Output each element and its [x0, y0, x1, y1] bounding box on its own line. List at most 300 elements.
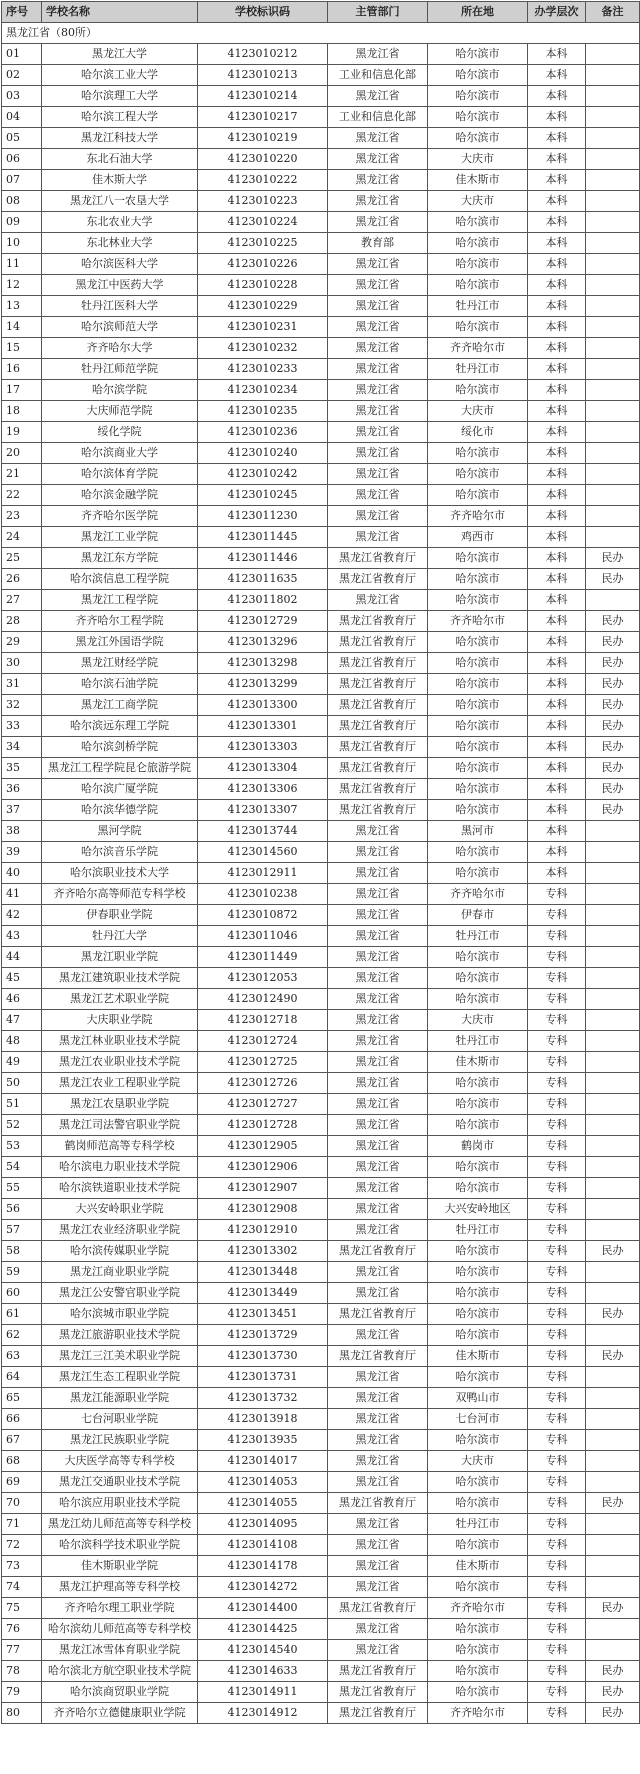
cell-note: 民办 — [586, 716, 640, 737]
cell-location: 哈尔滨市 — [428, 1577, 528, 1598]
cell-department: 黑龙江省教育厅 — [328, 548, 428, 569]
cell-location: 哈尔滨市 — [428, 464, 528, 485]
table-row — [2, 275, 640, 296]
cell-school-name: 黑龙江八一农垦大学 — [42, 191, 198, 212]
cell-index: 38 — [2, 821, 42, 842]
cell-school-code: 4123011446 — [198, 548, 328, 569]
cell-note — [586, 401, 640, 422]
cell-index: 05 — [2, 128, 42, 149]
cell-department: 黑龙江省 — [328, 1115, 428, 1136]
cell-location: 齐齐哈尔市 — [428, 1598, 528, 1619]
table-row — [2, 1283, 640, 1304]
cell-level: 本科 — [528, 359, 586, 380]
cell-level: 本科 — [528, 254, 586, 275]
cell-note — [586, 1367, 640, 1388]
cell-department: 黑龙江省 — [328, 338, 428, 359]
cell-note — [586, 464, 640, 485]
cell-school-name: 黑龙江旅游职业技术学院 — [42, 1325, 198, 1346]
cell-school-code: 4123010872 — [198, 905, 328, 926]
cell-department: 黑龙江省 — [328, 905, 428, 926]
cell-department: 黑龙江省 — [328, 506, 428, 527]
cell-level: 本科 — [528, 44, 586, 65]
table-row — [2, 1094, 640, 1115]
cell-location: 哈尔滨市 — [428, 716, 528, 737]
table-row — [2, 800, 640, 821]
cell-index: 59 — [2, 1262, 42, 1283]
table-row — [2, 401, 640, 422]
table-row — [2, 527, 640, 548]
cell-note — [586, 254, 640, 275]
cell-department: 黑龙江省 — [328, 44, 428, 65]
cell-school-code: 4123013298 — [198, 653, 328, 674]
header-department: 主管部门 — [328, 2, 428, 23]
cell-note: 民办 — [586, 653, 640, 674]
table-row — [2, 1640, 640, 1661]
cell-note — [586, 1556, 640, 1577]
cell-location: 哈尔滨市 — [428, 569, 528, 590]
cell-department: 黑龙江省 — [328, 1640, 428, 1661]
cell-level: 本科 — [528, 191, 586, 212]
cell-note — [586, 1052, 640, 1073]
cell-school-code: 4123012490 — [198, 989, 328, 1010]
cell-note — [586, 485, 640, 506]
cell-department: 黑龙江省 — [328, 296, 428, 317]
cell-school-code: 4123014560 — [198, 842, 328, 863]
cell-index: 72 — [2, 1535, 42, 1556]
table-row — [2, 1325, 640, 1346]
cell-location: 哈尔滨市 — [428, 737, 528, 758]
cell-note — [586, 884, 640, 905]
cell-department: 黑龙江省 — [328, 1052, 428, 1073]
cell-level: 本科 — [528, 485, 586, 506]
table-row — [2, 548, 640, 569]
cell-level: 本科 — [528, 338, 586, 359]
cell-note — [586, 422, 640, 443]
cell-school-name: 黑龙江幼儿师范高等专科学校 — [42, 1514, 198, 1535]
cell-location: 齐齐哈尔市 — [428, 338, 528, 359]
cell-index: 58 — [2, 1241, 42, 1262]
cell-note — [586, 317, 640, 338]
cell-level: 专科 — [528, 926, 586, 947]
cell-school-name: 哈尔滨理工大学 — [42, 86, 198, 107]
cell-school-name: 鹤岗师范高等专科学校 — [42, 1136, 198, 1157]
cell-level: 专科 — [528, 1325, 586, 1346]
table-body — [2, 23, 640, 1724]
table-row — [2, 842, 640, 863]
table-row — [2, 989, 640, 1010]
table-row — [2, 821, 640, 842]
cell-school-code: 4123011230 — [198, 506, 328, 527]
cell-location: 佳木斯市 — [428, 170, 528, 191]
cell-index: 27 — [2, 590, 42, 611]
cell-level: 专科 — [528, 968, 586, 989]
table-row — [2, 1241, 640, 1262]
table-row — [2, 1703, 640, 1724]
cell-note — [586, 296, 640, 317]
cell-school-code: 4123010231 — [198, 317, 328, 338]
cell-location: 哈尔滨市 — [428, 1472, 528, 1493]
cell-location: 哈尔滨市 — [428, 86, 528, 107]
cell-school-code: 4123012906 — [198, 1157, 328, 1178]
cell-school-name: 黑龙江工商学院 — [42, 695, 198, 716]
cell-school-name: 黑龙江护理高等专科学校 — [42, 1577, 198, 1598]
cell-level: 本科 — [528, 632, 586, 653]
cell-location: 绥化市 — [428, 422, 528, 443]
cell-note — [586, 989, 640, 1010]
cell-note — [586, 1514, 640, 1535]
cell-location: 哈尔滨市 — [428, 1661, 528, 1682]
cell-school-code: 4123013302 — [198, 1241, 328, 1262]
cell-index: 61 — [2, 1304, 42, 1325]
cell-level: 专科 — [528, 1472, 586, 1493]
table-row — [2, 233, 640, 254]
cell-level: 本科 — [528, 695, 586, 716]
cell-note — [586, 1283, 640, 1304]
cell-department: 黑龙江省教育厅 — [328, 611, 428, 632]
cell-index: 52 — [2, 1115, 42, 1136]
cell-school-code: 4123010224 — [198, 212, 328, 233]
table-row — [2, 611, 640, 632]
cell-school-name: 哈尔滨师范大学 — [42, 317, 198, 338]
cell-note — [586, 212, 640, 233]
cell-school-code: 4123014911 — [198, 1682, 328, 1703]
header-school-name: 学校名称 — [42, 2, 198, 23]
cell-index: 73 — [2, 1556, 42, 1577]
cell-school-name: 黑龙江三江美术职业学院 — [42, 1346, 198, 1367]
table-row — [2, 149, 640, 170]
cell-department: 黑龙江省 — [328, 1577, 428, 1598]
cell-level: 本科 — [528, 569, 586, 590]
table-row — [2, 884, 640, 905]
cell-level: 本科 — [528, 653, 586, 674]
cell-index: 44 — [2, 947, 42, 968]
cell-level: 专科 — [528, 1094, 586, 1115]
cell-school-name: 齐齐哈尔理工职业学院 — [42, 1598, 198, 1619]
cell-level: 本科 — [528, 317, 586, 338]
cell-school-code: 4123012911 — [198, 863, 328, 884]
cell-department: 黑龙江省 — [328, 275, 428, 296]
cell-department: 黑龙江省 — [328, 149, 428, 170]
table-row — [2, 674, 640, 695]
cell-note: 民办 — [586, 674, 640, 695]
cell-department: 黑龙江省教育厅 — [328, 632, 428, 653]
cell-department: 黑龙江省 — [328, 947, 428, 968]
table-row — [2, 254, 640, 275]
cell-level: 本科 — [528, 212, 586, 233]
cell-location: 哈尔滨市 — [428, 443, 528, 464]
header-location: 所在地 — [428, 2, 528, 23]
cell-note — [586, 1262, 640, 1283]
cell-school-name: 牡丹江医科大学 — [42, 296, 198, 317]
cell-department: 黑龙江省 — [328, 821, 428, 842]
cell-note: 民办 — [586, 632, 640, 653]
cell-location: 哈尔滨市 — [428, 548, 528, 569]
table-row — [2, 947, 640, 968]
cell-department: 黑龙江省教育厅 — [328, 800, 428, 821]
table-row — [2, 653, 640, 674]
cell-note — [586, 338, 640, 359]
cell-school-code: 4123011449 — [198, 947, 328, 968]
cell-location: 哈尔滨市 — [428, 254, 528, 275]
cell-index: 18 — [2, 401, 42, 422]
cell-department: 黑龙江省 — [328, 170, 428, 191]
cell-level: 专科 — [528, 1514, 586, 1535]
cell-location: 哈尔滨市 — [428, 1640, 528, 1661]
cell-school-name: 黑龙江工程学院昆仑旅游学院 — [42, 758, 198, 779]
cell-school-code: 4123014017 — [198, 1451, 328, 1472]
cell-location: 哈尔滨市 — [428, 1283, 528, 1304]
cell-index: 22 — [2, 485, 42, 506]
cell-location: 齐齐哈尔市 — [428, 1703, 528, 1724]
cell-school-name: 黑龙江农业工程职业学院 — [42, 1073, 198, 1094]
table-row — [2, 1010, 640, 1031]
cell-school-name: 伊春职业学院 — [42, 905, 198, 926]
cell-department: 黑龙江省教育厅 — [328, 737, 428, 758]
cell-school-name: 黑龙江财经学院 — [42, 653, 198, 674]
cell-level: 专科 — [528, 1010, 586, 1031]
cell-note — [586, 107, 640, 128]
cell-school-code: 4123010214 — [198, 86, 328, 107]
cell-level: 本科 — [528, 401, 586, 422]
cell-note — [586, 527, 640, 548]
table-row — [2, 1304, 640, 1325]
table-row — [2, 1199, 640, 1220]
table-row — [2, 1682, 640, 1703]
cell-location: 哈尔滨市 — [428, 1325, 528, 1346]
cell-school-name: 哈尔滨商业大学 — [42, 443, 198, 464]
table-row — [2, 212, 640, 233]
cell-level: 本科 — [528, 548, 586, 569]
cell-school-name: 黑河学院 — [42, 821, 198, 842]
cell-school-code: 4123013732 — [198, 1388, 328, 1409]
cell-department: 黑龙江省教育厅 — [328, 1598, 428, 1619]
cell-note — [586, 128, 640, 149]
cell-note — [586, 1472, 640, 1493]
cell-department: 黑龙江省教育厅 — [328, 674, 428, 695]
table-row — [2, 506, 640, 527]
cell-index: 36 — [2, 779, 42, 800]
cell-school-code: 4123010212 — [198, 44, 328, 65]
table-row — [2, 1388, 640, 1409]
cell-index: 64 — [2, 1367, 42, 1388]
cell-note — [586, 506, 640, 527]
cell-department: 黑龙江省 — [328, 1031, 428, 1052]
cell-level: 专科 — [528, 1304, 586, 1325]
cell-index: 35 — [2, 758, 42, 779]
table-row — [2, 1535, 640, 1556]
cell-school-name: 佳木斯职业学院 — [42, 1556, 198, 1577]
cell-location: 牡丹江市 — [428, 1514, 528, 1535]
cell-note — [586, 275, 640, 296]
cell-department: 黑龙江省 — [328, 842, 428, 863]
cell-school-code: 4123012907 — [198, 1178, 328, 1199]
cell-location: 伊春市 — [428, 905, 528, 926]
cell-index: 62 — [2, 1325, 42, 1346]
cell-school-name: 牡丹江师范学院 — [42, 359, 198, 380]
cell-note — [586, 926, 640, 947]
cell-note — [586, 1325, 640, 1346]
cell-index: 69 — [2, 1472, 42, 1493]
cell-note — [586, 590, 640, 611]
cell-index: 21 — [2, 464, 42, 485]
cell-school-code: 4123014095 — [198, 1514, 328, 1535]
cell-school-name: 佳木斯大学 — [42, 170, 198, 191]
cell-department: 黑龙江省 — [328, 527, 428, 548]
cell-school-code: 4123013449 — [198, 1283, 328, 1304]
cell-note: 民办 — [586, 758, 640, 779]
table-row — [2, 1409, 640, 1430]
cell-department: 黑龙江省 — [328, 1220, 428, 1241]
cell-level: 专科 — [528, 1451, 586, 1472]
cell-school-code: 4123014272 — [198, 1577, 328, 1598]
cell-school-name: 东北林业大学 — [42, 233, 198, 254]
table-row — [2, 1073, 640, 1094]
cell-note — [586, 359, 640, 380]
cell-school-name: 东北农业大学 — [42, 212, 198, 233]
cell-school-code: 4123010233 — [198, 359, 328, 380]
cell-location: 双鸭山市 — [428, 1388, 528, 1409]
cell-location: 哈尔滨市 — [428, 800, 528, 821]
cell-index: 03 — [2, 86, 42, 107]
cell-index: 45 — [2, 968, 42, 989]
cell-department: 黑龙江省 — [328, 1388, 428, 1409]
cell-note — [586, 1388, 640, 1409]
cell-location: 哈尔滨市 — [428, 968, 528, 989]
cell-department: 黑龙江省 — [328, 1535, 428, 1556]
cell-index: 43 — [2, 926, 42, 947]
cell-department: 黑龙江省 — [328, 1367, 428, 1388]
cell-index: 28 — [2, 611, 42, 632]
cell-school-name: 黑龙江交通职业技术学院 — [42, 1472, 198, 1493]
table-row — [2, 1031, 640, 1052]
cell-index: 07 — [2, 170, 42, 191]
cell-level: 本科 — [528, 233, 586, 254]
cell-note — [586, 947, 640, 968]
cell-location: 哈尔滨市 — [428, 1115, 528, 1136]
cell-school-code: 4123014425 — [198, 1619, 328, 1640]
cell-school-code: 4123013730 — [198, 1346, 328, 1367]
cell-school-code: 4123012729 — [198, 611, 328, 632]
cell-school-name: 七台河职业学院 — [42, 1409, 198, 1430]
table-row — [2, 65, 640, 86]
cell-school-code: 4123014912 — [198, 1703, 328, 1724]
cell-location: 佳木斯市 — [428, 1052, 528, 1073]
table-header — [2, 2, 640, 23]
cell-index: 75 — [2, 1598, 42, 1619]
table-row — [2, 758, 640, 779]
cell-department: 黑龙江省 — [328, 401, 428, 422]
cell-school-code: 4123012728 — [198, 1115, 328, 1136]
cell-index: 09 — [2, 212, 42, 233]
cell-level: 专科 — [528, 1073, 586, 1094]
cell-location: 哈尔滨市 — [428, 1493, 528, 1514]
cell-level: 本科 — [528, 758, 586, 779]
cell-level: 专科 — [528, 1052, 586, 1073]
cell-department: 黑龙江省 — [328, 968, 428, 989]
cell-school-name: 黑龙江工业学院 — [42, 527, 198, 548]
cell-school-code: 4123010240 — [198, 443, 328, 464]
cell-level: 专科 — [528, 1640, 586, 1661]
cell-school-code: 4123012725 — [198, 1052, 328, 1073]
cell-level: 专科 — [528, 1199, 586, 1220]
table-row — [2, 107, 640, 128]
cell-level: 本科 — [528, 107, 586, 128]
cell-index: 06 — [2, 149, 42, 170]
table-row — [2, 359, 640, 380]
cell-school-code: 4123010220 — [198, 149, 328, 170]
cell-school-code: 4123012718 — [198, 1010, 328, 1031]
cell-note — [586, 1115, 640, 1136]
cell-school-code: 4123010225 — [198, 233, 328, 254]
cell-note: 民办 — [586, 737, 640, 758]
cell-school-name: 哈尔滨体育学院 — [42, 464, 198, 485]
cell-note — [586, 149, 640, 170]
cell-school-name: 黑龙江司法警官职业学院 — [42, 1115, 198, 1136]
cell-school-name: 哈尔滨学院 — [42, 380, 198, 401]
cell-school-name: 黑龙江公安警官职业学院 — [42, 1283, 198, 1304]
cell-school-name: 哈尔滨金融学院 — [42, 485, 198, 506]
cell-school-code: 4123011802 — [198, 590, 328, 611]
header-note: 备注 — [586, 2, 640, 23]
cell-school-name: 哈尔滨音乐学院 — [42, 842, 198, 863]
cell-department: 黑龙江省 — [328, 191, 428, 212]
cell-school-name: 黑龙江农业经济职业学院 — [42, 1220, 198, 1241]
cell-location: 牡丹江市 — [428, 296, 528, 317]
cell-school-name: 黑龙江中医药大学 — [42, 275, 198, 296]
cell-level: 专科 — [528, 989, 586, 1010]
table-row — [2, 632, 640, 653]
cell-school-code: 4123014053 — [198, 1472, 328, 1493]
cell-location: 哈尔滨市 — [428, 758, 528, 779]
cell-school-code: 4123014178 — [198, 1556, 328, 1577]
cell-department: 黑龙江省 — [328, 1199, 428, 1220]
cell-school-name: 黑龙江科技大学 — [42, 128, 198, 149]
table-row — [2, 170, 640, 191]
cell-note: 民办 — [586, 1241, 640, 1262]
table-row — [2, 779, 640, 800]
cell-level: 专科 — [528, 905, 586, 926]
cell-school-code: 4123014633 — [198, 1661, 328, 1682]
cell-note: 民办 — [586, 1682, 640, 1703]
cell-level: 本科 — [528, 863, 586, 884]
cell-location: 哈尔滨市 — [428, 1073, 528, 1094]
cell-note — [586, 233, 640, 254]
cell-school-code: 4123013306 — [198, 779, 328, 800]
table-row — [2, 443, 640, 464]
cell-school-name: 黑龙江建筑职业技术学院 — [42, 968, 198, 989]
cell-index: 08 — [2, 191, 42, 212]
cell-school-code: 4123010219 — [198, 128, 328, 149]
cell-note: 民办 — [586, 1493, 640, 1514]
cell-school-code: 4123013300 — [198, 695, 328, 716]
cell-department: 黑龙江省教育厅 — [328, 1661, 428, 1682]
cell-index: 15 — [2, 338, 42, 359]
cell-level: 本科 — [528, 611, 586, 632]
cell-department: 黑龙江省 — [328, 1472, 428, 1493]
cell-department: 黑龙江省 — [328, 926, 428, 947]
cell-department: 黑龙江省 — [328, 1619, 428, 1640]
table-row — [2, 317, 640, 338]
cell-location: 哈尔滨市 — [428, 317, 528, 338]
header-level: 办学层次 — [528, 2, 586, 23]
cell-note — [586, 863, 640, 884]
cell-note — [586, 968, 640, 989]
cell-index: 57 — [2, 1220, 42, 1241]
cell-department: 黑龙江省教育厅 — [328, 1493, 428, 1514]
cell-note: 民办 — [586, 1346, 640, 1367]
cell-school-code: 4123010234 — [198, 380, 328, 401]
cell-school-name: 齐齐哈尔医学院 — [42, 506, 198, 527]
